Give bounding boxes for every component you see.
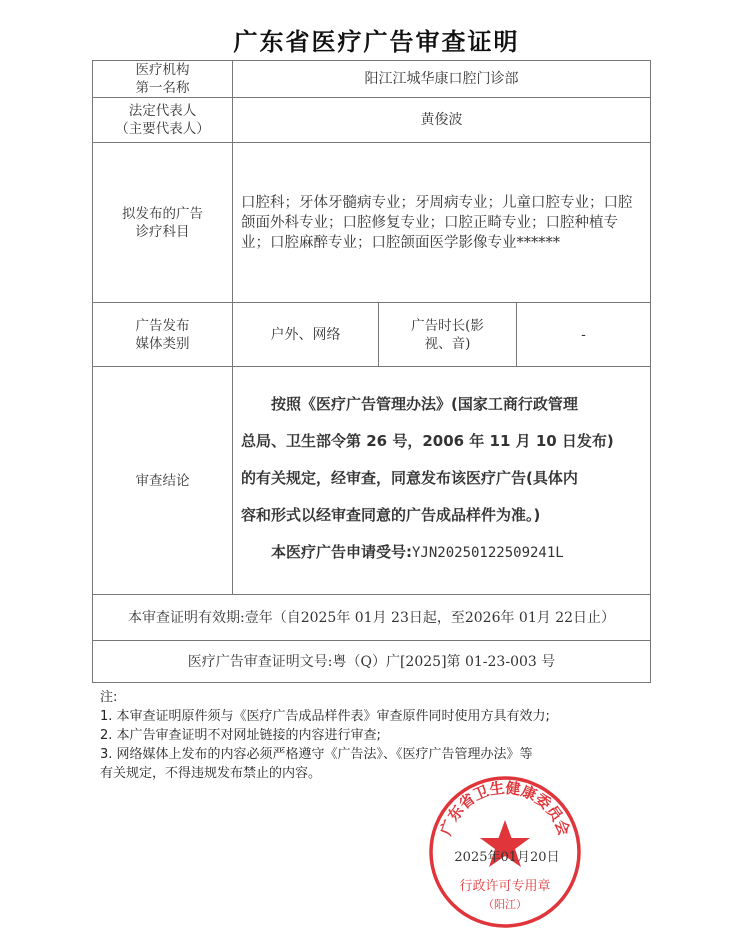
seal-bottom-text: 行政许可专用章 [459, 879, 551, 894]
media-row [93, 303, 651, 367]
representative-label-line2: （主要代表人） [115, 121, 210, 137]
conclusion-row [93, 367, 651, 595]
note-item-2: 2. 本广告审查证明不对网址链接的内容进行审查; [100, 728, 381, 743]
conclusion-line-1: 按照《医疗广告管理办法》(国家工商行政管理 [271, 394, 578, 413]
note-item-3: 3. 网络媒体上发布的内容必须严格遵守《广告法》、《医疗广告管理办法》等 [100, 747, 533, 762]
duration-label-line2: 视、音) [424, 335, 471, 352]
duration-label-line1: 广告时长(影 [411, 317, 484, 334]
doc-number-text: 医疗广告审查证明文号:粤（Q）广[2025]第 01-23-003 号 [93, 641, 651, 683]
representative-row [93, 98, 651, 143]
institution-label [93, 61, 233, 98]
media-value: 户外、网络 [233, 303, 379, 367]
representative-label [93, 98, 233, 143]
validity-row [93, 595, 651, 641]
duration-label [379, 303, 517, 367]
representative-label-line1: 法定代表人 [128, 103, 197, 119]
institution-row [93, 61, 651, 98]
scope-label-line1: 拟发布的广告 [122, 205, 203, 222]
institution-label-line2: 第一名称 [135, 80, 190, 96]
note-item-1: 1. 本审查证明原件须与《医疗广告成品样件表》审查原件同时使用方具有效力; [100, 709, 550, 724]
notes-section [100, 688, 660, 783]
conclusion-line-2: 总局、卫生部令第 26 号，2006 年 11 月 10 日发布) [241, 431, 614, 450]
certificate-table [92, 60, 651, 683]
conclusion-label: 审查结论 [93, 367, 233, 595]
duration-value: - [517, 303, 651, 367]
doc-number-row [93, 641, 651, 683]
media-label-line2: 媒体类别 [135, 335, 190, 352]
scope-label-line2: 诊疗科目 [135, 223, 190, 240]
accept-number-value: YJN20250122509241L [412, 544, 564, 561]
notes-heading: 注: [100, 690, 118, 705]
conclusion-line-4: 容和形式以经审查同意的广告成品样件为准。) [241, 505, 541, 524]
seal-date: 2025年01月20日 [454, 850, 560, 865]
media-label [93, 303, 233, 367]
institution-value: 阳江江城华康口腔门诊部 [233, 61, 651, 98]
validity-text: 本审查证明有效期:壹年（自2025年 01月 23日起，至2026年 01月 22日止） [93, 595, 651, 641]
conclusion-text [233, 367, 651, 595]
media-label-line1: 广告发布 [135, 317, 190, 334]
accept-number-label: 本医疗广告申请受号: [271, 542, 412, 561]
scope-label [93, 143, 233, 303]
seal-city-text: （阳江） [483, 898, 527, 911]
institution-label-line1: 医疗机构 [135, 62, 190, 78]
conclusion-line-3: 的有关规定，经审查，同意发布该医疗广告(具体内 [241, 468, 578, 487]
accept-number-line [241, 534, 642, 572]
note-item-3-continued: 有关规定，不得违规发布禁止的内容。 [100, 766, 322, 781]
scope-row [93, 143, 651, 303]
seal-arc-textpath: 广东省卫生健康委员会 [436, 778, 574, 838]
representative-value: 黄俊波 [233, 98, 651, 143]
scope-value: 口腔科；牙体牙髓病专业；牙周病专业；儿童口腔专业；口腔颌面外科专业；口腔修复专业；口腔正畸专业；口腔种植专业；口腔麻醉专业；口腔颌面医学影像专业****** [233, 143, 651, 303]
page-title: 广东省医疗广告审查证明 [233, 28, 520, 56]
